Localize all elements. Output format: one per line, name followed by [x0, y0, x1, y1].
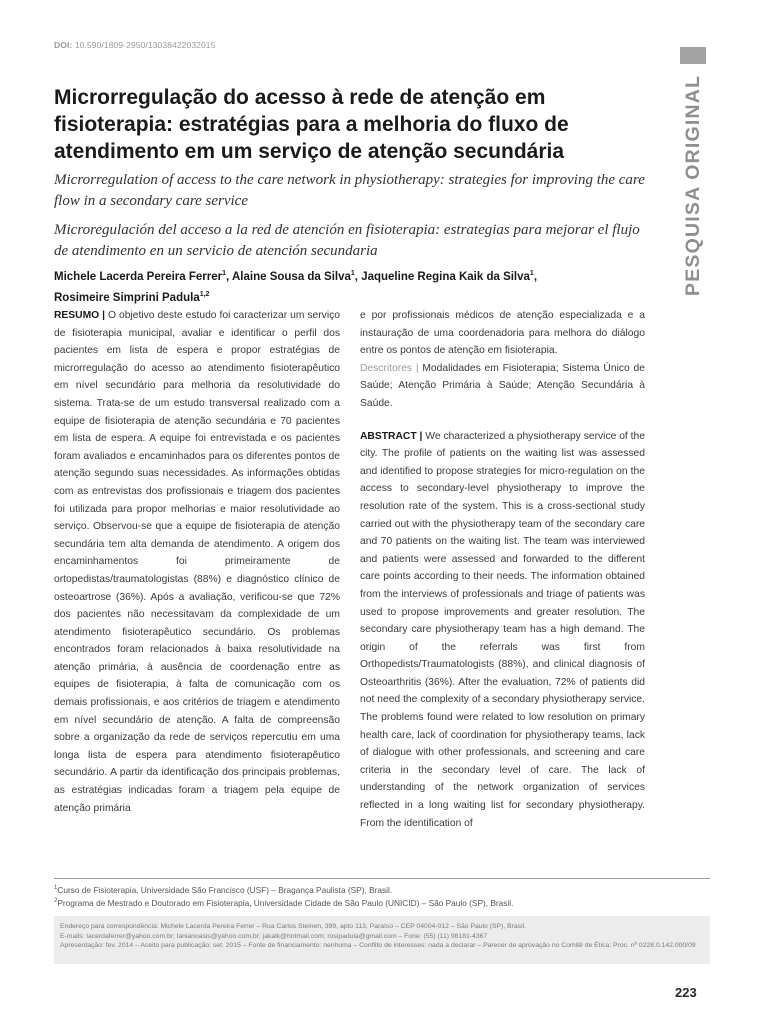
- section-label-box: [680, 74, 706, 322]
- footnote-mark: 1: [54, 885, 58, 891]
- author-separator: ,: [354, 270, 362, 283]
- author-name: Jaqueline Regina Kaik da Silva: [361, 270, 530, 283]
- footnote-text: Programa de Mestrado e Doutorado em Fisioterapia, Universidade Cidade de São Paulo (UNICID) – São Paulo (SP), Brasil.: [57, 898, 514, 909]
- footnote-text: Curso de Fisioterapia, Universidade São Francisco (USF) – Bragança Paulista (SP), Brasil.: [57, 884, 393, 895]
- descritores-label: Descritores |: [360, 362, 419, 374]
- resumo-paragraph: [54, 307, 340, 817]
- page-number: 223: [675, 985, 697, 1000]
- author-separator: ,: [533, 270, 538, 283]
- author-name: Rosimeire Simprini Padula: [54, 291, 200, 304]
- author-separator: ,: [226, 270, 232, 283]
- resumo-label: RESUMO |: [54, 310, 106, 321]
- article-title: Microrregulação do acesso à rede de atenção em fisioterapia: estratégias para a melhoria do fluxo de atendimento em um serviço de atenção secundária: [54, 86, 569, 163]
- author-name: Alaine Sousa da Silva: [232, 270, 351, 283]
- submission-info: Apresentação: fev. 2014 – Aceito para publicação: set. 2015 – Fonte de financiamento: nenhuma – Conflito de interesses: nada a declarar – Parecer de aprovação no Comitê de Ética: Proc. nº 0228.0.142.000/09: [60, 942, 696, 950]
- footnote: [54, 896, 710, 909]
- doi-value: 10.590/1809-2950/13038422032015: [74, 40, 216, 50]
- abstract-label: ABSTRACT |: [360, 430, 423, 442]
- article-title-spanish: Microregulación del acceso a la red de atención en fisioterapia: estrategias para mejorar el flujo de atendimento en un servicio de atención secundaria: [54, 222, 640, 259]
- author-affiliation: 1: [222, 270, 227, 277]
- left-column: [54, 307, 340, 817]
- author-name: Michele Lacerda Pereira Ferrer: [54, 270, 223, 283]
- right-column: [360, 307, 645, 832]
- author-list: [54, 265, 654, 307]
- section-gap: [360, 413, 645, 428]
- abstract-paragraph: [360, 428, 645, 833]
- resumo-text: O objetivo deste estudo foi caracterizar um serviço de fisioterapia municipal, avaliar e identificar o perfil dos pacientes em lista de espera e propor estratégias de microrregulação do acesso ao atendimento fisioterapêutico em nível secundário para melhoria da resolutividade do sistema. Trata-se de um estudo transversal realizado com a equipe de fisioterapia de atenção secundária e 70 pacientes em lista de espera. A equipe foi entrevistada e os pacientes foram avaliados e encaminhados para os diferentes pontos de atenção segundo suas necessidades. As informações obtidas com as entrevistas dos profissionais e triagem dos pacientes foi utilizada para propor melhorias e maior resolutividade ao serviço. Observou-se que a equipe de fisioterapia de atenção secundária tem alta demanda de atendimento. A origem dos encaminhamentos foi primeiramente de ortopedistas/traumatologistas (88%) e diagnóstico clínico de osteoartrose (36%). Após a avaliação, verificou-se que 72% dos pacientes não necessitavam da complexidade de um atendimento fisioterapêutico secundário. Os problemas encontrados foram relacionados à baixa resolutividade na atenção primária, à ausência de coordenação entre as equipes de fisioterapia, à falta de comunicação com os demais profissionais, e aos critérios de triagem e atendimento em nível secundário de atenção. A falta de compreensão sobre a organização da rede de serviços repercutiu em uma longa lista de espera para atendimento fisioterapêutico secundário. A partir da identificação dos principais problemas, as estratégias indicadas foram a triagem pela equipe de atenção primária: [54, 310, 340, 814]
- correspondence-box: [54, 916, 710, 964]
- footnote: [54, 883, 710, 896]
- author-affiliation: 1,2: [199, 290, 210, 298]
- doi-label: DOI:: [54, 40, 73, 50]
- author-affiliation: 1: [529, 270, 534, 277]
- section-marker-bar: [680, 47, 706, 64]
- affiliation-footnotes: [54, 878, 710, 910]
- resumo-continuation: e por profissionais médicos de atenção especializada e a instauração de uma coordenadoria para melhora do diálogo entre os pontos de atenção em fisioterapia.: [360, 310, 645, 357]
- descritores-paragraph: [360, 360, 645, 413]
- section-label: PESQUISA ORIGINAL: [682, 74, 704, 296]
- doi-line: [54, 40, 215, 50]
- descritores-text: Modalidades em Fisioterapia; Sistema Único de Saúde; Atenção Primária à Saúde; Atenção Secundária à Saúde.: [360, 362, 645, 409]
- footnote-mark: 2: [54, 898, 58, 905]
- correspondence-address: Endereço para correspondência: Michele Lacerda Pereira Ferrer – Rua Carlos Steinen, 399, apto 113, Paraíso – CEP 04004-012 – São Paulo (SP), Brasil.: [60, 923, 526, 930]
- author-affiliation: 1: [350, 270, 355, 277]
- correspondence-emails: E-mails: lacerdaferrer@yahoo.com.br; lanianoasis@yahoo.com.br; jakalk@hotmail.com; rosipadula@gmail.com – Fone: (55) (11) 98181-4367: [60, 932, 488, 940]
- abstract-text: We characterized a physiotherapy service of the city. The profile of patients on the waiting list was assessed and identified to propose strategies for micro-regulation on the access to secondary-level physiotherapy to improve the resolution rate of the system. This is a cross-sectional study carried out with the physiotherapy team of the secondary care and 70 patients on the waiting list. The team was interviewed and patients were assessed and forwarded to the different care points according to their needs. The information obtained from the interviews of professionals and triage of patients was used to propose improvements and greater resolution. The secondary care physiotherapy team has a high demand. The origin of the referrals was first from Orthopedists/Traumatologists (88%), and clinical diagnosis of Osteoarthritis (36%). After the evaluation, 72% of patients did not need the complexity of a secondary physiotherapy service. The problems found were related to low resolution on primary health care, lack of coordination for physiotherapy teams, lack of dialogue with other professionals, and screening and care criteria in the secondary level of care. The lack of understanding of the network organization of services reflected in a long waiting list for secondary physiotherapy. From the identification of: [360, 430, 645, 829]
- article-title-english: Microrregulation of access to the care network in physiotherapy: strategies for improving the care flow in a secondary care service: [54, 172, 645, 209]
